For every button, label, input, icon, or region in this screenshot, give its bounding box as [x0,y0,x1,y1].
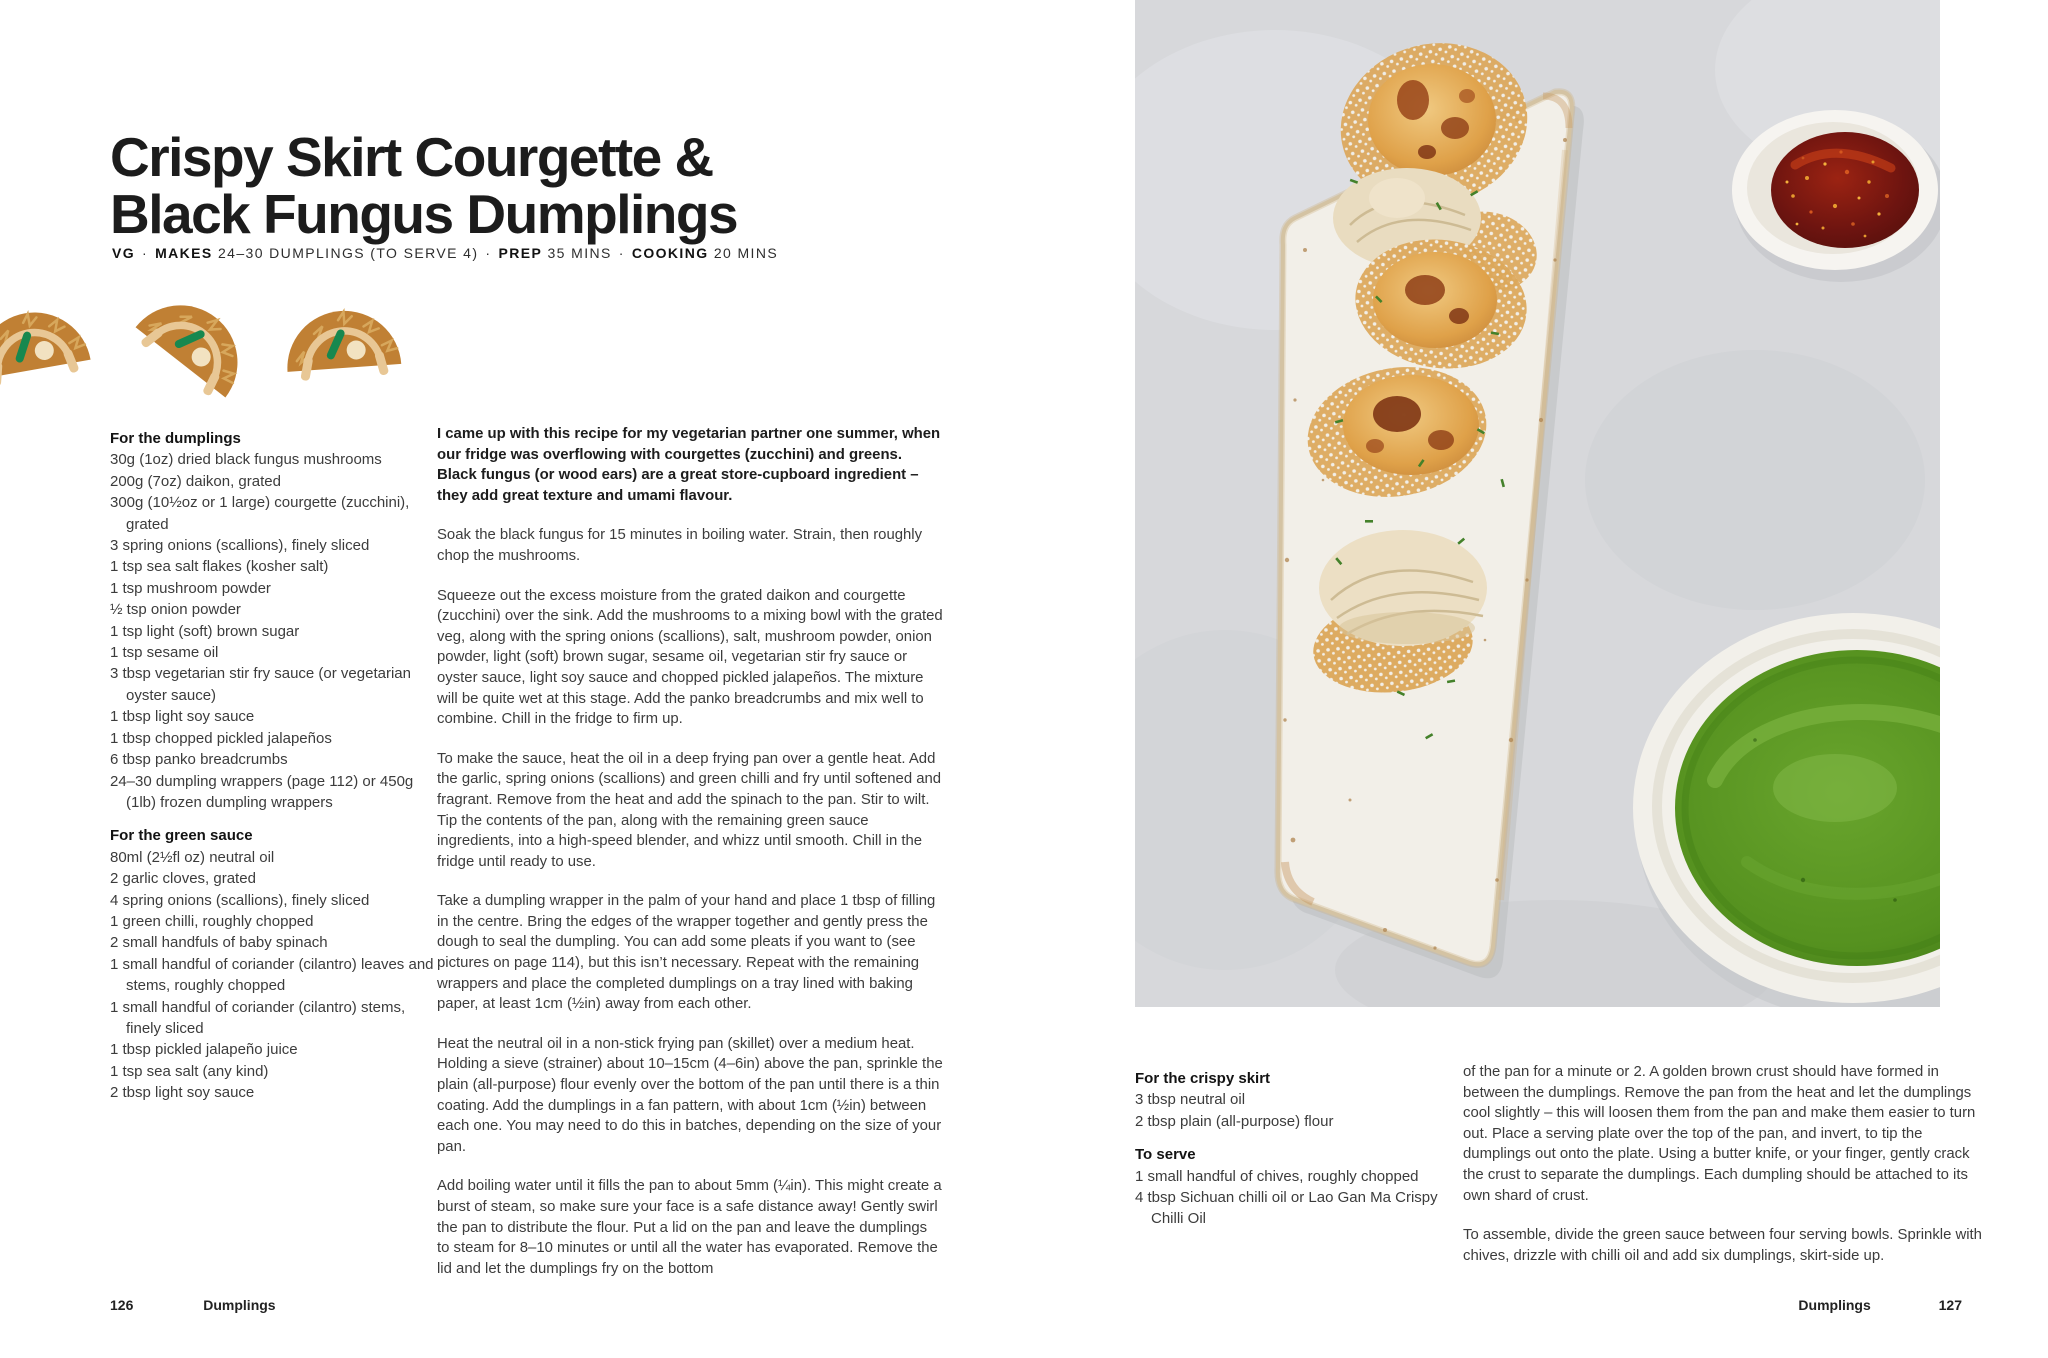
recipe-title-line2: Black Fungus Dumplings [110,183,738,246]
ingredients-heading-crispy-skirt: For the crispy skirt [1135,1070,1271,1087]
recipe-meta [112,245,972,261]
ingredients-left-column [110,428,442,1104]
ingredient-item: 1 tsp sesame oil [110,644,219,662]
makes-label: MAKES [155,245,213,261]
vg-badge: VG [112,245,136,261]
prep-value: 35 MINS [547,245,612,261]
recipe-title [110,125,1010,246]
ingredient-item: 2 tbsp plain (all-purpose) flour [1135,1112,1334,1130]
cooking-value: 20 MINS [713,245,779,261]
method-column [437,424,943,1298]
meta-separator: · [485,245,492,261]
prep-label: PREP [498,245,543,261]
ingredient-item: 2 small handfuls of baby spinach [110,934,328,952]
ingredients-heading-to-serve: To serve [1135,1146,1196,1164]
method-paragraph: To assemble, divide the green sauce between four serving bowls. Sprinkle with chives, drizzle with chilli oil and add six dumplings, skirt-side up. [1463,1227,1982,1264]
ingredient-item: 1 tbsp pickled jalapeño juice [110,1041,298,1059]
dumplings-photo [1135,0,1940,1007]
ingredients-heading-dumplings: For the dumplings [110,430,241,447]
method-paragraph: Take a dumpling wrapper in the palm of your hand and place 1 tbsp of filling in the centre. Bring the edges of the wrapper together and gently press the dough to seal the dumpling. You can add some pleats if you want to (see pictures on page 114), but this isn’t necessary. Repeat with the remaining wrappers and place the completed dumplings on a tray lined with baking paper, at least 1cm (½in) away from each other. [437,893,936,1013]
section-label-left: Dumplings [203,1297,276,1313]
ingredient-item: 1 tsp sea salt (any kind) [110,1062,269,1080]
ingredient-item: 24–30 dumpling wrappers (page 112) or 450g (1lb) frozen dumpling wrappers [110,772,414,811]
ingredient-item: 1 tsp sea salt flakes (kosher salt) [110,558,329,576]
cooking-label: COOKING [631,245,709,261]
ingredients-list-to-serve [1135,1166,1445,1230]
recipe-title-line1: Crispy Skirt Courgette & [110,125,713,188]
dumpling-icon [0,303,92,390]
ingredient-item: ½ tsp onion powder [110,601,241,619]
method-paragraphs [437,525,943,1279]
ingredient-item: 4 tbsp Sichuan chilli oil or Lao Gan Ma Crispy Chilli Oil [1135,1189,1438,1228]
method-paragraph: Heat the neutral oil in a non-stick frying pan (skillet) over a medium heat. Holding a sieve (strainer) about 10–15cm (4–6in) above the pan, sprinkle the plain (all-purpose) flour evenly over the bottom of the pan until there is a thin coating. Add the dumplings in a fan pattern, with about 1cm (½in) between each one. You may need to do this in batches, depending on the size of your pan. [437,1035,943,1155]
meta-separator: · [142,245,149,261]
ingredient-item: 3 tbsp vegetarian stir fry sauce (or vegetarian oyster sauce) [110,665,411,704]
dumpling-icon-row [0,268,430,428]
method-paragraph: Add boiling water until it fills the pan to about 5mm (¼in). This might create a burst of steam, so make sure your face is a safe distance away! Gently swirl the pan to distribute the flour. Put a lid on the pan and leave the dumplings to steam for 8–10 minutes or until all the water has evaporated. Remove the lid and let the dumplings fry on the bottom [437,1178,942,1277]
ingredient-item: 6 tbsp panko breadcrumbs [110,751,288,769]
dumpling-icon [129,282,261,406]
recipe-intro: I came up with this recipe for my vegetarian partner one summer, when our fridge was overflowing with courgettes (zucchini) and greens. Black fungus (or wood ears) are a great store-cupboard ingredient – they add great texture and umami flavour. [437,426,941,504]
ingredients-heading-green-sauce: For the green sauce [110,827,253,845]
method-paragraph: of the pan for a minute or 2. A golden brown crust should have formed in between the dumplings. Remove the pan from the heat and let the dumplings cool slightly – this will loosen them from the pan and make them easier to turn out. Place a serving plate over the top of the pan, and invert, to tip the dumplings out onto the plate. Using a butter knife, or your finger, gently crack the crust to separate the dumplings. Each dumpling should be attached to its own shard of crust. [1463,1064,1976,1204]
ingredient-item: 200g (7oz) daikon, grated [110,472,281,490]
section-label-right: Dumplings [1798,1297,1871,1313]
continuation-paragraphs [1463,1062,1991,1266]
method-paragraph: Soak the black fungus for 15 minutes in boiling water. Strain, then roughly chop the mushrooms. [437,527,923,564]
ingredient-item: 1 small handful of coriander (cilantro) leaves and stems, roughly chopped [110,955,434,995]
ingredient-item: 1 tsp light (soft) brown sugar [110,622,300,640]
ingredient-item: 300g (10½oz or 1 large) courgette (zucchini), grated [110,494,410,533]
ingredient-item: 4 spring onions (scallions), finely sliced [110,891,370,909]
ingredient-item: 1 small handful of coriander (cilantro) stems, finely sliced [110,998,406,1037]
ingredients-right-column [1135,1068,1445,1230]
ingredient-item: 2 garlic cloves, grated [110,870,256,888]
ingredients-list-dumplings [110,449,442,813]
ingredient-item: 80ml (2½fl oz) neutral oil [110,848,275,866]
method-paragraph: Squeeze out the excess moisture from the grated daikon and courgette (zucchini) over the sink. Add the mushrooms to a mixing bowl with the grated veg, along with the spring onions (scallions), salt, mushroom powder, onion powder, light (soft) brown sugar, sesame oil, vegetarian stir fry sauce or oyster sauce, light soy sauce and chopped pickled jalapeños. The mixture will be quite wet at this stage. Add the panko breadcrumbs and mix well to combine. Chill in the fridge to firm up. [437,587,943,728]
footer-right [1798,1297,1962,1313]
method-paragraph: To make the sauce, heat the oil in a deep frying pan over a gentle heat. Add the garlic, spring onions (scallions) and green chilli and fry until softened and fragrant. Remove from the heat and add the spinach to the pan. Stir to wilt. Tip the contents of the pan, along with the remaining green sauce ingredients, into a high-speed blender, and whizz until smooth. Chill in the fridge until ready to use. [437,750,942,870]
makes-value: 24–30 DUMPLINGS (TO SERVE 4) [217,245,479,261]
ingredient-item: 1 green chilli, roughly chopped [110,912,314,930]
method-continuation-column [1463,1062,1991,1285]
ingredients-list-green-sauce [110,847,442,1104]
footer-left [110,1297,276,1313]
ingredient-item: 30g (1oz) dried black fungus mushrooms [110,451,382,469]
ingredient-item: 1 tbsp light soy sauce [110,708,255,726]
ingredient-item: 3 spring onions (scallions), finely sliced [110,537,370,555]
ingredient-item: 3 tbsp neutral oil [1135,1091,1246,1109]
ingredient-item: 1 small handful of chives, roughly chopped [1135,1167,1419,1185]
meta-separator: · [618,245,625,261]
ingredient-item: 2 tbsp light soy sauce [110,1084,255,1102]
ingredients-list-crispy-skirt [1135,1089,1445,1132]
ingredient-item: 1 tsp mushroom powder [110,579,271,597]
dumpling-icon [284,307,402,383]
page-number-left: 126 [110,1297,134,1313]
page-number-right: 127 [1938,1297,1962,1313]
ingredient-item: 1 tbsp chopped pickled jalapeños [110,729,332,747]
